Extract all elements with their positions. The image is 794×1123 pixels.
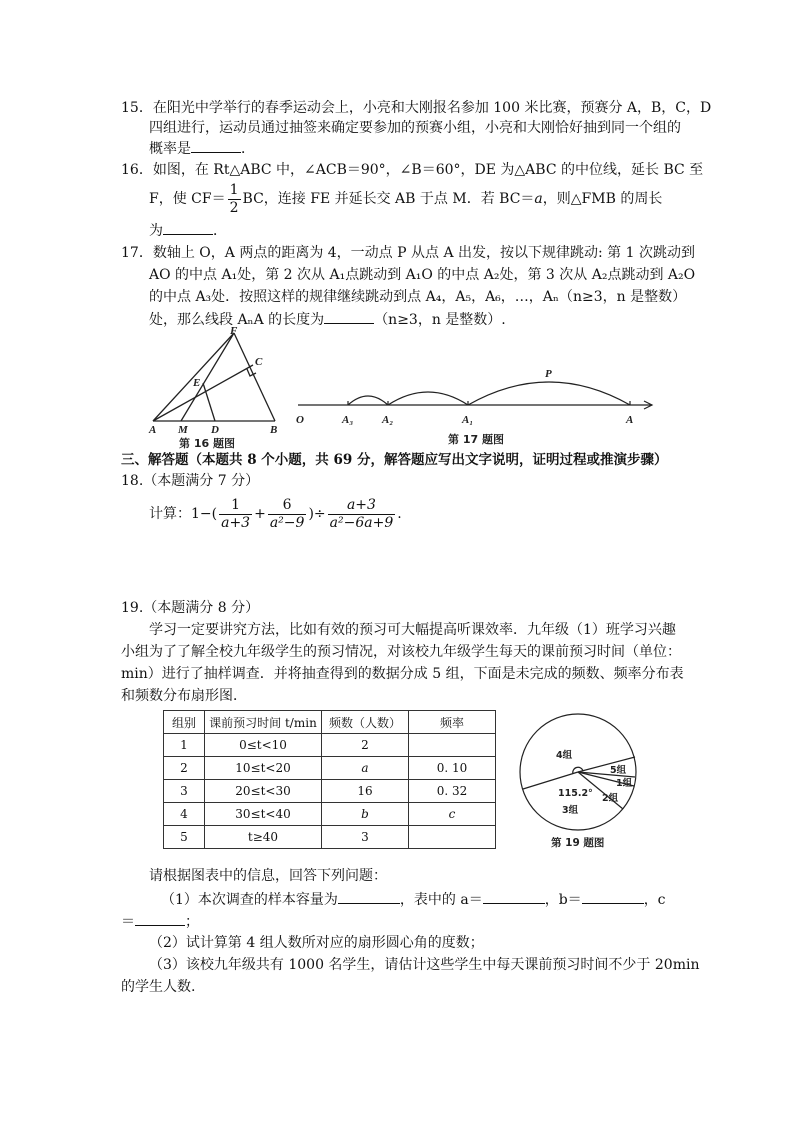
table-cell: 3 xyxy=(164,780,205,803)
q18-close-div: )÷ xyxy=(308,506,326,522)
fig17-caption: 第 17 题图 xyxy=(448,433,504,446)
q19-sub1-line2 xyxy=(121,911,199,932)
q15-line1 xyxy=(121,98,711,118)
table-cell: 3 xyxy=(322,826,409,849)
th-time: 课前预习时间 t/min xyxy=(205,711,322,734)
q16-answer-blank[interactable] xyxy=(163,220,213,235)
fig17-label-A3: A₃ xyxy=(342,414,354,426)
q15-text-1: 在阳光中学举行的春季运动会上，小亮和大刚报名参加 100 米比赛，预赛分 A，B，C，D xyxy=(152,100,712,116)
q17-number: 17． xyxy=(121,245,153,261)
q16-fraction xyxy=(228,182,241,217)
q16-line3 xyxy=(149,220,227,241)
q18-end: . xyxy=(397,506,402,522)
q16-line2 xyxy=(149,180,662,218)
q19-sub3-line1: （3）该校九年级共有 1000 名学生，请估计这些学生中每天课前预习时间不少于 20min xyxy=(149,957,700,973)
figure-16 xyxy=(145,325,295,450)
fig16-label-E: E xyxy=(193,377,201,389)
q15-text-3: 概率是 xyxy=(149,141,191,157)
q15-text-2: 四组进行，运动员通过抽签来确定要参加的预赛小组，小亮和大刚恰好抽到同一个组的 xyxy=(149,120,681,136)
fig16-caption: 第 16 题图 xyxy=(179,437,235,450)
q16-var-a: a xyxy=(534,191,543,207)
q18-f2-num: 6 xyxy=(268,497,307,515)
table-cell: 5 xyxy=(164,826,205,849)
q19-s1-a: ，表中的 a＝ xyxy=(399,892,483,908)
q17-text-4-pre: 处，那么线段 AₙA 的长度为 xyxy=(149,312,325,328)
q18-frac-2 xyxy=(268,497,307,532)
q18-header: 18.（本题满分 7 分） xyxy=(121,473,260,489)
table-cell: 0. 32 xyxy=(409,780,496,803)
q18-f1-num: 1 xyxy=(219,497,252,515)
table-header-row xyxy=(164,711,496,734)
q19-ask: 请根据图表中的信息，回答下列问题： xyxy=(149,868,387,884)
q16-text-2-pre: F，使 CF＝ xyxy=(149,191,226,207)
q17-text-3: 的中点 A₃处．按照这样的规律继续跳动到点 A₄，A₅，A₆，…，Aₙ（n≥3，n 是整数） xyxy=(149,289,687,305)
figure-17 xyxy=(290,365,660,450)
pie-label-group1: 1组 xyxy=(616,778,633,789)
table-cell xyxy=(409,826,496,849)
q18-one-minus: 1−( xyxy=(191,506,218,522)
th-group: 组别 xyxy=(164,711,205,734)
fig16-label-A: A xyxy=(149,424,157,436)
q15-answer-blank[interactable] xyxy=(191,138,241,153)
table-cell xyxy=(409,734,496,757)
q17-answer-blank[interactable] xyxy=(324,309,374,324)
q16-text-2-post: BC，连接 FE 并延长交 AB 于点 M．若 BC＝ xyxy=(242,191,535,207)
q19-s1-c: ，c xyxy=(643,892,666,908)
fig16-label-C: C xyxy=(255,356,263,368)
fig16-label-F: F xyxy=(230,325,238,337)
q19-sub2: （2）试计算第 4 组人数所对应的扇形圆心角的度数； xyxy=(149,935,484,951)
q19-para-1: 学习一定要讲究方法，比如有效的预习可大幅提高听课效率．九年级（1）班学习兴趣 xyxy=(149,622,676,638)
q19-sub3-line2: 的学生人数. xyxy=(121,979,196,995)
q18-plus: + xyxy=(254,506,266,522)
q19-s1-pre: （1）本次调查的样本容量为 xyxy=(161,892,338,908)
th-count: 频数（人数） xyxy=(322,711,409,734)
b-value-blank[interactable] xyxy=(582,889,644,904)
fig17-label-P: P xyxy=(545,368,552,380)
q19-para-2: 小组为了了解全校九年级学生的预习情况，对该校九年级学生每天的课前预习时间（单位： xyxy=(121,644,681,660)
pie-label-group3: 3组 xyxy=(562,805,579,816)
fig16-label-M: M xyxy=(178,424,188,436)
table-cell: a xyxy=(322,757,409,780)
q18-f2-den: a²−9 xyxy=(269,514,305,531)
q16-text-1: 如图，在 Rt△ABC 中，∠ACB＝90°，∠B＝60°，DE 为△ABC 的中位线，延长 BC 至 xyxy=(152,162,704,178)
pie-sector-line xyxy=(578,757,635,772)
q16-number: 16． xyxy=(121,162,153,178)
table-cell: 2 xyxy=(322,734,409,757)
q18-f3-num: a+3 xyxy=(328,497,396,515)
q18-frac-3 xyxy=(328,497,396,532)
c-value-blank[interactable] xyxy=(135,911,185,926)
table-cell: 30≤t<40 xyxy=(205,803,322,826)
q18-expression xyxy=(149,493,402,535)
q15-end: ． xyxy=(241,141,255,157)
q16-text-3: 为 xyxy=(149,223,163,239)
table-cell: 4 xyxy=(164,803,205,826)
q17-line1 xyxy=(121,243,695,263)
figure-19-pie xyxy=(518,710,643,855)
table-cell: t≥40 xyxy=(205,826,322,849)
section-3-heading: 三、解答题（本题共 8 个小题，共 69 分，解答题应写出文字说明，证明过程或推演步骤） xyxy=(121,452,668,468)
table-row xyxy=(164,734,496,757)
a-value-blank[interactable] xyxy=(483,889,545,904)
q19-s1-eq: ＝ xyxy=(121,914,135,930)
fig19-caption: 第 19 题图 xyxy=(551,837,605,849)
table-cell: 1 xyxy=(164,734,205,757)
q18-calc-label: 计算： xyxy=(149,506,191,522)
q15-number: 15． xyxy=(121,100,153,116)
q19-s1-b: ，b＝ xyxy=(544,892,582,908)
th-freq: 频率 xyxy=(409,711,496,734)
q16-frac-den: 2 xyxy=(229,199,239,216)
table-cell: 2 xyxy=(164,757,205,780)
pie-sector-line xyxy=(523,772,578,789)
q19-para-3: min）进行了抽样调查．并将抽查得到的数据分成 5 组，下面是未完成的频数、频率分布表 xyxy=(121,666,684,682)
table-cell: 0. 10 xyxy=(409,757,496,780)
q15-line3 xyxy=(149,138,255,159)
q19-sub1-line1 xyxy=(161,889,666,910)
table-cell: b xyxy=(322,803,409,826)
pie-label-group4: 4组 xyxy=(556,750,573,761)
q16-text-2-end: ，则△FMB 的周长 xyxy=(542,191,663,207)
q17-text-2: AO 的中点 A₁处，第 2 次从 A₁点跳动到 A₁O 的中点 A₂处，第 3 次从 A₂点跳动到 A₂O xyxy=(149,267,696,283)
q17-text-4-post: （n≥3，n 是整数）. xyxy=(374,312,506,328)
q18-f3-den: a²−6a+9 xyxy=(329,514,394,531)
table-cell: 0≤t<10 xyxy=(205,734,322,757)
table-cell: c xyxy=(409,803,496,826)
q19-header: 19.（本题满分 8 分） xyxy=(121,600,260,616)
q19-s1-end: ； xyxy=(185,914,199,930)
fig16-label-B: B xyxy=(270,424,278,436)
table-row xyxy=(164,780,496,803)
fig16-label-D: D xyxy=(211,424,219,436)
fig17-label-A1: A₁ xyxy=(462,414,474,426)
fig17-label-A2: A₂ xyxy=(382,414,394,426)
fig17-label-A: A xyxy=(626,414,634,426)
q19-para-4: 和频数分布扇形图． xyxy=(121,688,247,704)
table-cell: 10≤t<20 xyxy=(205,757,322,780)
table-row xyxy=(164,826,496,849)
fig17-label-O: O xyxy=(296,414,304,426)
q16-line1 xyxy=(121,160,703,180)
table-row xyxy=(164,757,496,780)
pie-label-group2: 2组 xyxy=(602,793,619,804)
q17-text-1: 数轴上 O，A 两点的距离为 4，一动点 P 从点 A 出发，按以下规律跳动: 第 1 次跳动到 xyxy=(152,245,695,261)
table-row xyxy=(164,803,496,826)
table-cell: 20≤t<30 xyxy=(205,780,322,803)
frequency-table xyxy=(163,710,496,849)
sample-size-blank[interactable] xyxy=(338,889,400,904)
q16-frac-num: 1 xyxy=(229,181,239,198)
q18-f1-den: a+3 xyxy=(221,514,251,531)
table-cell: 16 xyxy=(322,780,409,803)
pie-label-group5: 5组 xyxy=(610,765,627,776)
q18-frac-1 xyxy=(219,497,252,532)
q16-end: ． xyxy=(213,223,227,239)
pie-angle-label: 115.2° xyxy=(558,788,593,799)
